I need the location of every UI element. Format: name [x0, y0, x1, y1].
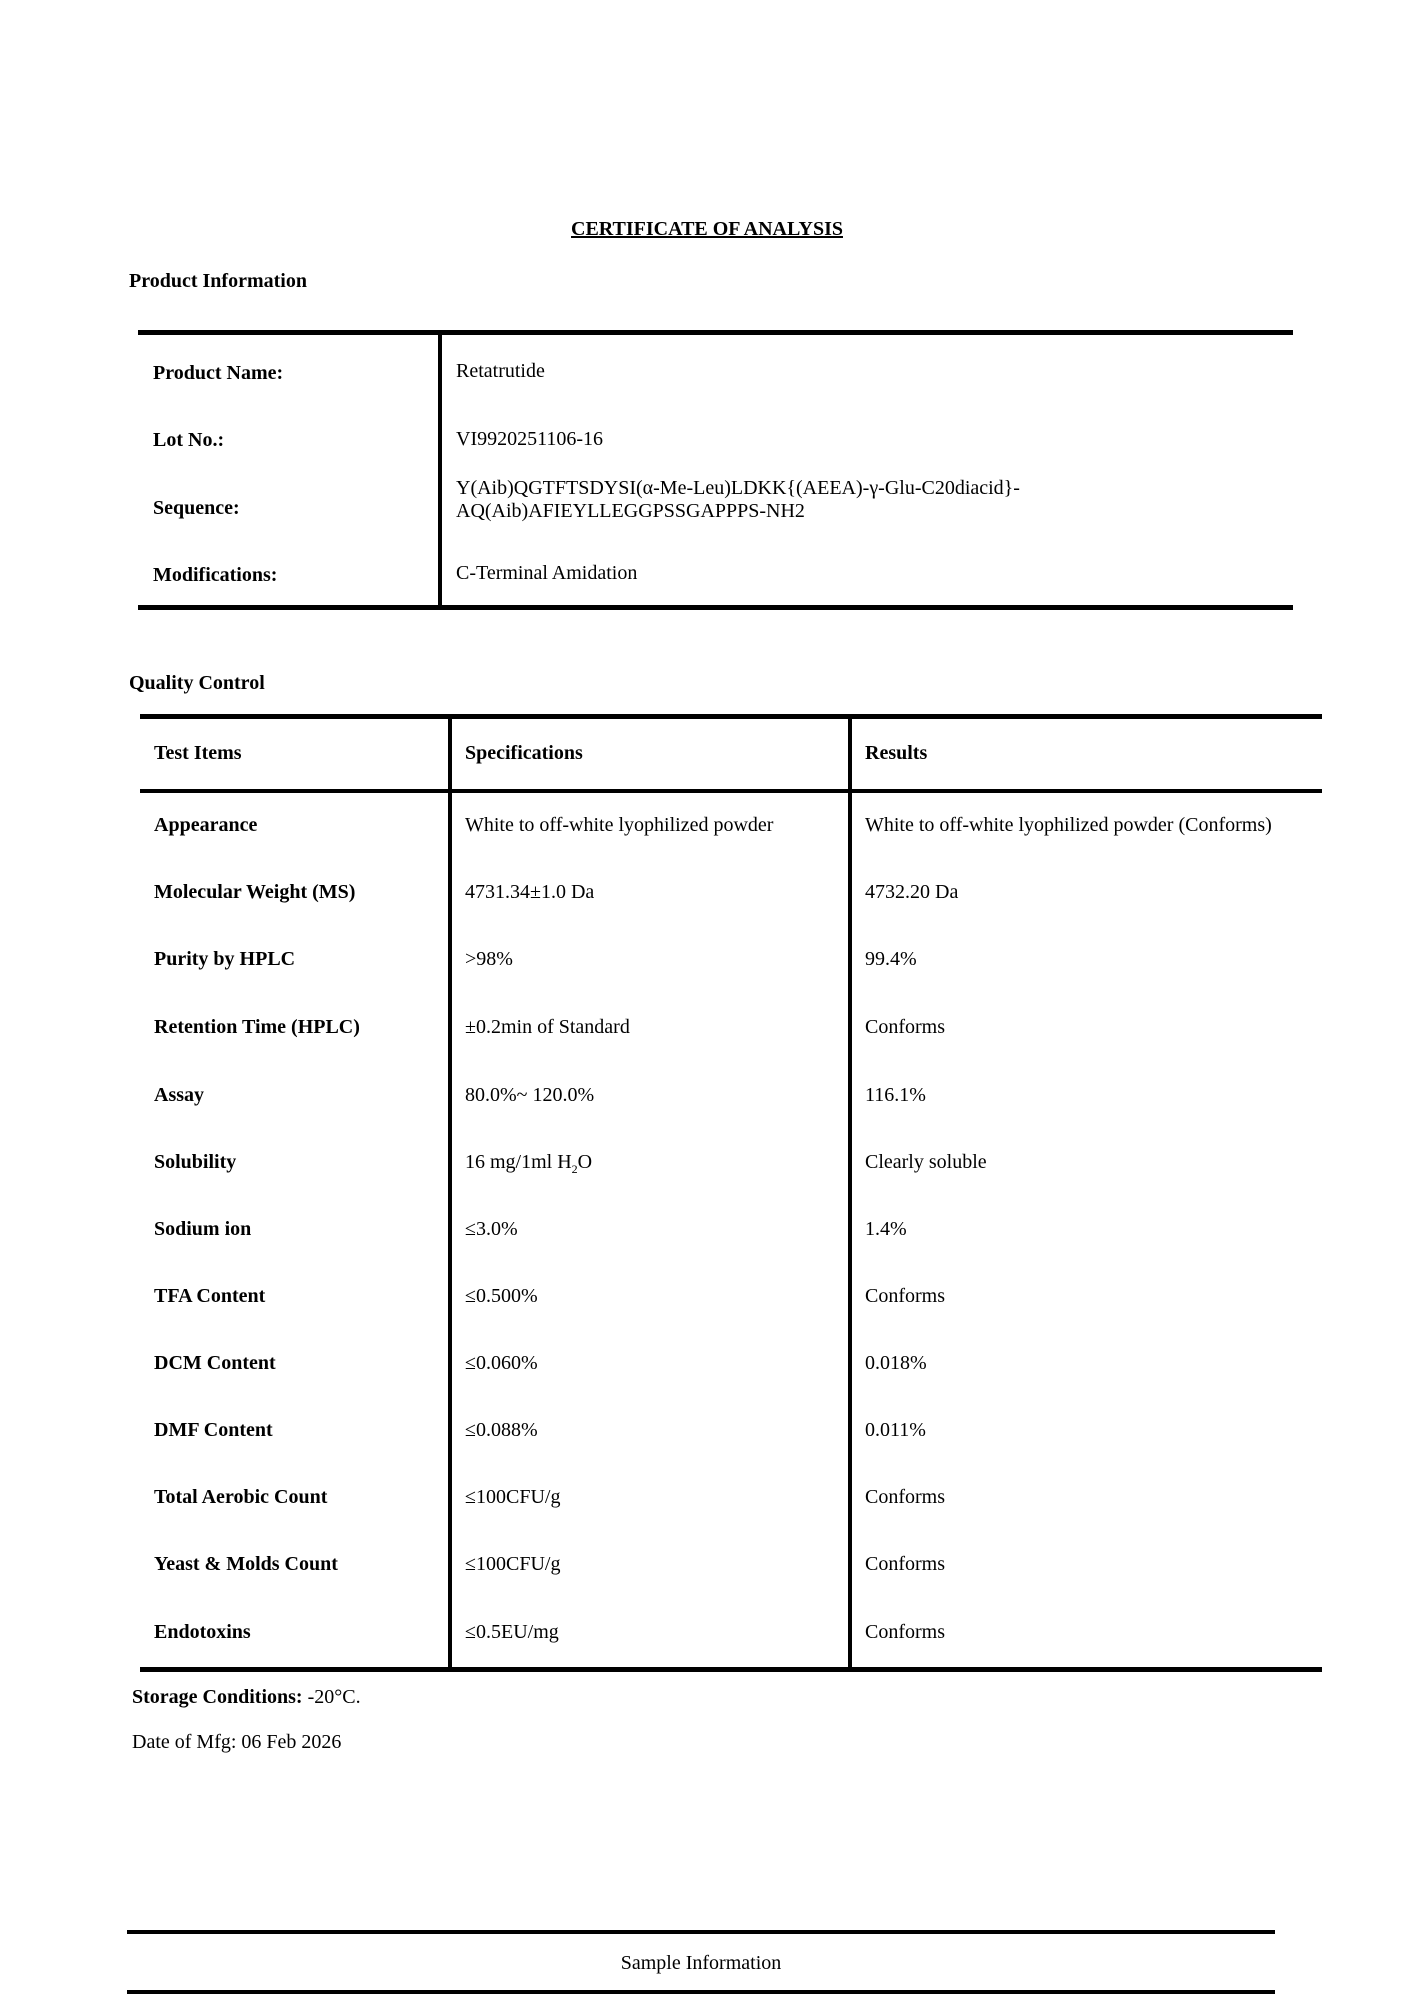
storage-conditions [132, 1686, 361, 1709]
table-row [140, 1621, 1322, 1688]
test-item: Yeast & Molds Count [154, 1553, 338, 1575]
table-row [140, 881, 1322, 948]
sample-information-label: Sample Information [620, 1952, 782, 1974]
sequence-value [456, 477, 1020, 523]
test-item: Solubility [154, 1151, 237, 1173]
product-information-table [138, 330, 1293, 610]
result: Conforms [865, 1486, 945, 1508]
test-item: TFA Content [154, 1285, 266, 1307]
lot-number-label: Lot No.: [153, 429, 225, 451]
test-item: Molecular Weight (MS) [154, 881, 356, 903]
modifications-label: Modifications: [153, 564, 278, 586]
result: 4732.20 Da [865, 881, 959, 903]
test-item: Retention Time (HPLC) [154, 1016, 360, 1038]
table-row [140, 1486, 1322, 1553]
quality-control-table [140, 714, 1322, 1672]
table-row [140, 1352, 1322, 1419]
sequence-line-1: Y(Aib)QGTFTSDYSI(α-Me-Leu)LDKK{(AEEA)-γ-Glu-C20diacid}- [456, 477, 1020, 499]
result: 0.011% [865, 1419, 926, 1441]
header-specifications: Specifications [465, 742, 583, 764]
sequence-line-2: AQ(Aib)AFIEYLLEGGPSSGAPPPS-NH2 [456, 500, 805, 522]
specification-tail: O [577, 1151, 593, 1173]
result: 0.018% [865, 1352, 927, 1374]
test-item: Total Aerobic Count [154, 1486, 328, 1508]
specification: >98% [465, 948, 513, 970]
result: Clearly soluble [865, 1151, 987, 1173]
table-row [140, 1553, 1322, 1620]
header-results: Results [865, 742, 928, 764]
product-name-label: Product Name: [153, 362, 284, 384]
header-divider [140, 789, 1322, 793]
lot-number-value: VI9920251106-16 [456, 428, 604, 450]
test-item: Purity by HPLC [154, 948, 296, 970]
product-information-heading: Product Information [129, 270, 307, 292]
specification: ±0.2min of Standard [465, 1016, 630, 1038]
sequence-label: Sequence: [153, 497, 240, 519]
specification: 80.0%~ 120.0% [465, 1084, 595, 1106]
test-item: DMF Content [154, 1419, 273, 1441]
result: Conforms [865, 1553, 945, 1575]
table-row [140, 948, 1322, 1015]
modifications-value: C-Terminal Amidation [456, 562, 638, 584]
table-row [140, 1016, 1322, 1083]
specification-main: 16 mg/1ml H [465, 1151, 572, 1173]
specification: ≤0.060% [465, 1352, 538, 1374]
specification: 4731.34±1.0 Da [465, 881, 595, 903]
result: Conforms [865, 1621, 945, 1643]
table-row [140, 1218, 1322, 1285]
test-item: DCM Content [154, 1352, 276, 1374]
result: White to off-white lyophilized powder (Conforms) [865, 814, 1272, 836]
date-of-manufacture: Date of Mfg: 06 Feb 2026 [132, 1731, 342, 1753]
result: 116.1% [865, 1084, 926, 1106]
test-item: Sodium ion [154, 1218, 252, 1240]
table-divider [438, 335, 442, 605]
specification: White to off-white lyophilized powder [465, 814, 774, 836]
storage-label: Storage Conditions: [132, 1686, 303, 1708]
test-item: Endotoxins [154, 1621, 251, 1643]
specification: ≤0.5EU/mg [465, 1621, 559, 1643]
product-name-value: Retatrutide [456, 360, 545, 382]
header-test-items: Test Items [154, 742, 242, 764]
quality-control-heading: Quality Control [129, 672, 265, 694]
storage-value: -20°C. [302, 1686, 361, 1708]
table-row [140, 1084, 1322, 1151]
test-item: Appearance [154, 814, 258, 836]
specification: ≤0.500% [465, 1285, 538, 1307]
specification: ≤0.088% [465, 1419, 538, 1441]
result: Conforms [865, 1285, 945, 1307]
specification: ≤100CFU/g [465, 1553, 561, 1575]
table-row [140, 1285, 1322, 1352]
specification [465, 1151, 592, 1177]
test-item: Assay [154, 1084, 205, 1106]
specification: ≤100CFU/g [465, 1486, 561, 1508]
table-row [140, 1151, 1322, 1218]
footer-bottom-rule [127, 1990, 1275, 1994]
result: 99.4% [865, 948, 917, 970]
document-title: CERTIFICATE OF ANALYSIS [571, 218, 843, 240]
specification-subscript: 2 [571, 1162, 578, 1176]
table-row [140, 814, 1322, 881]
result: 1.4% [865, 1218, 907, 1240]
footer-top-rule [127, 1930, 1275, 1934]
result: Conforms [865, 1016, 945, 1038]
specification: ≤3.0% [465, 1218, 518, 1240]
table-row [140, 1419, 1322, 1486]
